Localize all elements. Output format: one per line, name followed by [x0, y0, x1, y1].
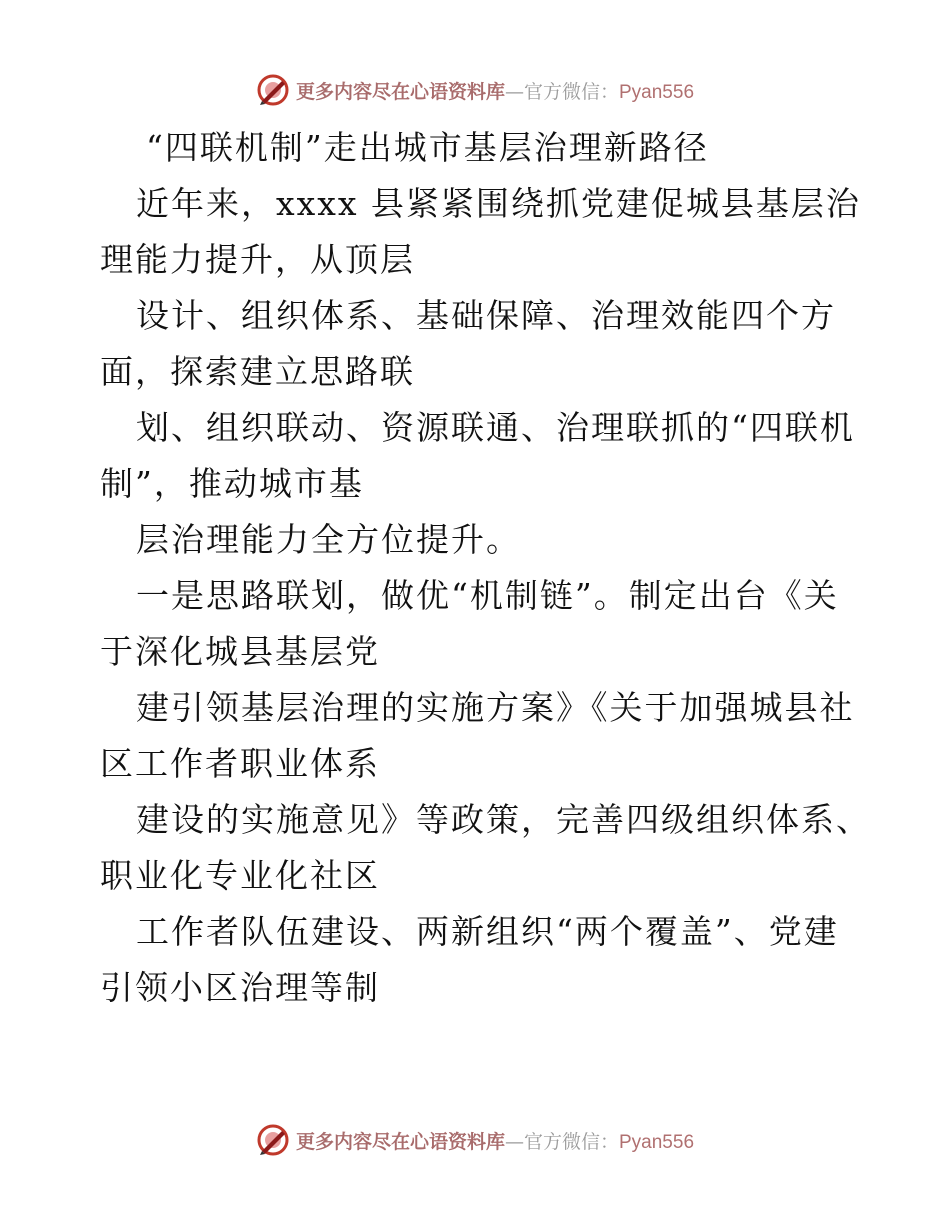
paragraph-line-6: 建引领基层治理的实施方案》《关于加强城县社 区工作者职业体系	[100, 688, 855, 783]
header-banner	[0, 70, 950, 110]
paragraph-line-5: 一是思路联划，做优“机制链”。制定出台《关 于深化城县基层党	[100, 576, 839, 671]
header-official-label: 官方微信：	[523, 80, 619, 103]
document-title: “四联机制”走出城市基层治理新路径	[146, 128, 709, 167]
document-body	[100, 120, 871, 1016]
paragraph-line-8: 工作者队伍建设、两新组织“两个覆盖”、党建 引领小区治理等制	[100, 912, 839, 1007]
footer-official-label: 官方微信：	[523, 1130, 619, 1153]
footer-separator: —	[504, 1130, 524, 1153]
paragraph-line-3: 划、组织联动、资源联通、治理联抓的“四联机 制”，推动城市基	[100, 408, 855, 503]
paragraph-line-4: 层治理能力全方位提升。	[136, 520, 521, 559]
footer-wechat-handle: Pyan556	[619, 1131, 695, 1153]
footer-brand-text: 更多内容尽在心语资料库	[295, 1130, 505, 1153]
paragraph-line-1: 近年来，xxxx 县紧紧围绕抓党建促城县基层治 理能力提升，从顶层	[100, 184, 861, 279]
paragraph-line-7: 建设的实施意见》等政策，完善四级组织体系、 职业化专业化社区	[100, 800, 871, 895]
pen-logo-icon	[256, 73, 290, 107]
paragraph-line-2: 设计、组织体系、基础保障、治理效能四个方 面，探索建立思路联	[100, 296, 836, 391]
pen-logo-icon	[256, 1123, 290, 1157]
header-brand-text: 更多内容尽在心语资料库	[295, 80, 505, 103]
footer-banner	[0, 1120, 950, 1160]
header-separator: —	[504, 80, 524, 103]
header-wechat-handle: Pyan556	[619, 81, 695, 103]
